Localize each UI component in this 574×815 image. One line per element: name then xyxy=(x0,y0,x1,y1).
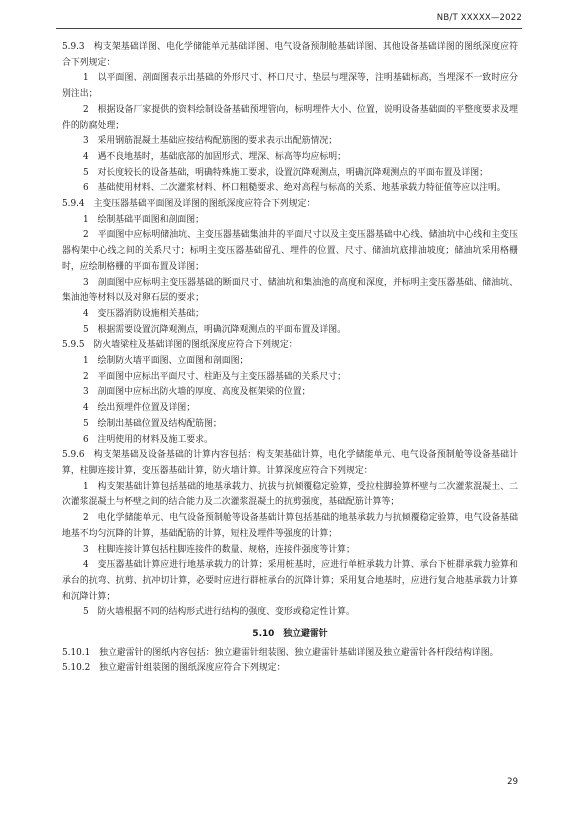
list-item: 2 平面图中应标出平面尺寸、柱距及与主变压器基础的关系尺寸； xyxy=(83,371,347,382)
header-divider xyxy=(56,28,522,29)
list-item: 1 绘制基础平面图和剖面图； xyxy=(83,214,205,225)
clause-paragraph: 5.9.5 防火墙梁柱及基础详图的图纸深度应符合下列规定： xyxy=(62,340,298,351)
list-item: 4 变压器基础计算应进行地基承载力的计算；采用桩基时，应进行单桩承载力计算、承台下桩群承载力验算和承台的抗弯、抗剪、抗冲切计算，必要时应进行群桩承台的沉降计算；采用复合地基时，应进行复合地基承载力计算和沉降计算； xyxy=(62,560,518,602)
list-item: 3 采用钢筋混凝土基础应按结构配筋图的要求表示出配筋情况； xyxy=(83,136,338,147)
list-item: 3 柱脚连接计算包括柱脚连接件的数量、规格，连接件强度等计算； xyxy=(83,544,355,555)
list-item: 1 以平面图、剖面图表示出基础的外形尺寸、杯口尺寸、垫层与埋深等，注明基础标高，当埋深不一致时应分别注出； xyxy=(62,73,518,100)
page-number: 29 xyxy=(507,777,518,787)
list-item: 3 剖面图中应标明主变压器基础的断面尺寸、储油坑和集油池的高度和深度，并标明主变压器基础、储油坑、集油池等材料以及对卵石层的要求； xyxy=(62,277,518,304)
list-item: 5 防火墙根据不同的结构形式进行结构的强度、变形或稳定性计算。 xyxy=(83,607,355,618)
section-heading: 5.10 独立避雷针 xyxy=(252,629,328,640)
list-item: 6 注明使用的材料及施工要求。 xyxy=(83,434,213,445)
list-item: 4 遇不良地基时，基础底部的加固形式、埋深、标高等均应标明； xyxy=(83,151,347,162)
clause-paragraph: 5.10.1 独立避雷针的图纸内容包括：独立避雷针组装图、独立避雷针基础详图及独立避雷针各杆段结构详图。 xyxy=(62,647,499,658)
standard-number-header: NB/T XXXXX—2022 xyxy=(436,13,522,23)
list-item: 2 根据设备厂家提供的资料绘制设备基础预埋管向，标明埋件大小、位置，说明设备基础面的平整度要求及埋件的防腐处理； xyxy=(62,104,518,131)
list-item: 4 变压器消防设施相关基础； xyxy=(83,308,205,319)
clause-paragraph: 5.9.6 构支架基础及设备基础的计算内容包括：构支架基础计算，电化学储能单元、电气设备预制舱等设备基础计算，柱脚连接计算，变压器基础计算，防火墙计算。计算深度应符合下列规定： xyxy=(62,450,518,476)
document-body xyxy=(62,40,518,677)
list-item: 2 电化学储能单元、电气设备预制舱等设备基础计算包括基础的地基承载力与抗倾覆稳定验算，电气设备基础地基不均匀沉降的计算，基础配筋的计算，短柱及埋件等强度的计算； xyxy=(62,513,518,539)
list-item: 5 根据需要设置沉降观测点，明确沉降观测点的平面布置及详图。 xyxy=(83,324,347,335)
clause-paragraph: 5.9.4 主变压器基础平面图及详图的图纸深度应符合下列规定： xyxy=(62,199,316,210)
clause-paragraph: 5.10.2 独立避雷针组装图的图纸深度应符合下列规定： xyxy=(62,663,286,674)
list-item: 1 绘制防火墙平面图、立面图和剖面图； xyxy=(83,356,249,367)
clause-paragraph: 5.9.3 构支架基础详图、电化学储能单元基础详图、电气设备预制舱基础详图、其他设备基础详图的图纸深度应符合下列规定： xyxy=(62,42,518,68)
list-item: 3 剖面图中应标出防火墙的厚度、高度及框架梁的位置； xyxy=(83,387,311,398)
list-item: 5 绘制出基础位置及结构配筋图； xyxy=(83,418,222,429)
list-item: 1 构支架基础计算包括基础的地基承载力、抗拔与抗倾覆稳定验算，受拉柱脚验算杯壁与二次灌浆混凝土、二次灌浆混凝土与杯壁之间的结合能力及二次灌浆混凝土的抗剪强度，基础配筋计算等； xyxy=(62,481,518,508)
list-item: 4 绘出预埋件位置及详图； xyxy=(83,403,196,414)
list-item: 6 基础使用材料、二次灌浆材料、杯口粗糙要求、绝对高程与标高的关系、地基承载力特征值等应以注明。 xyxy=(83,183,506,194)
list-item: 5 对长度较长的设备基础，明确特殊施工要求，设置沉降观测点，明确沉降观测点的平面布置及详图； xyxy=(83,167,489,178)
list-item: 2 平面图中应标明储油坑、主变压器基础集油井的平面尺寸以及主变压器基础中心线、储油坑中心线和主变压器构架中心线之间的关系尺寸；标明主变压器基础留孔、埋件的位置、尺寸、储油坑底排油坡度；储油坑采用格栅时，应绘制格栅的平面布置及详图； xyxy=(62,230,518,272)
